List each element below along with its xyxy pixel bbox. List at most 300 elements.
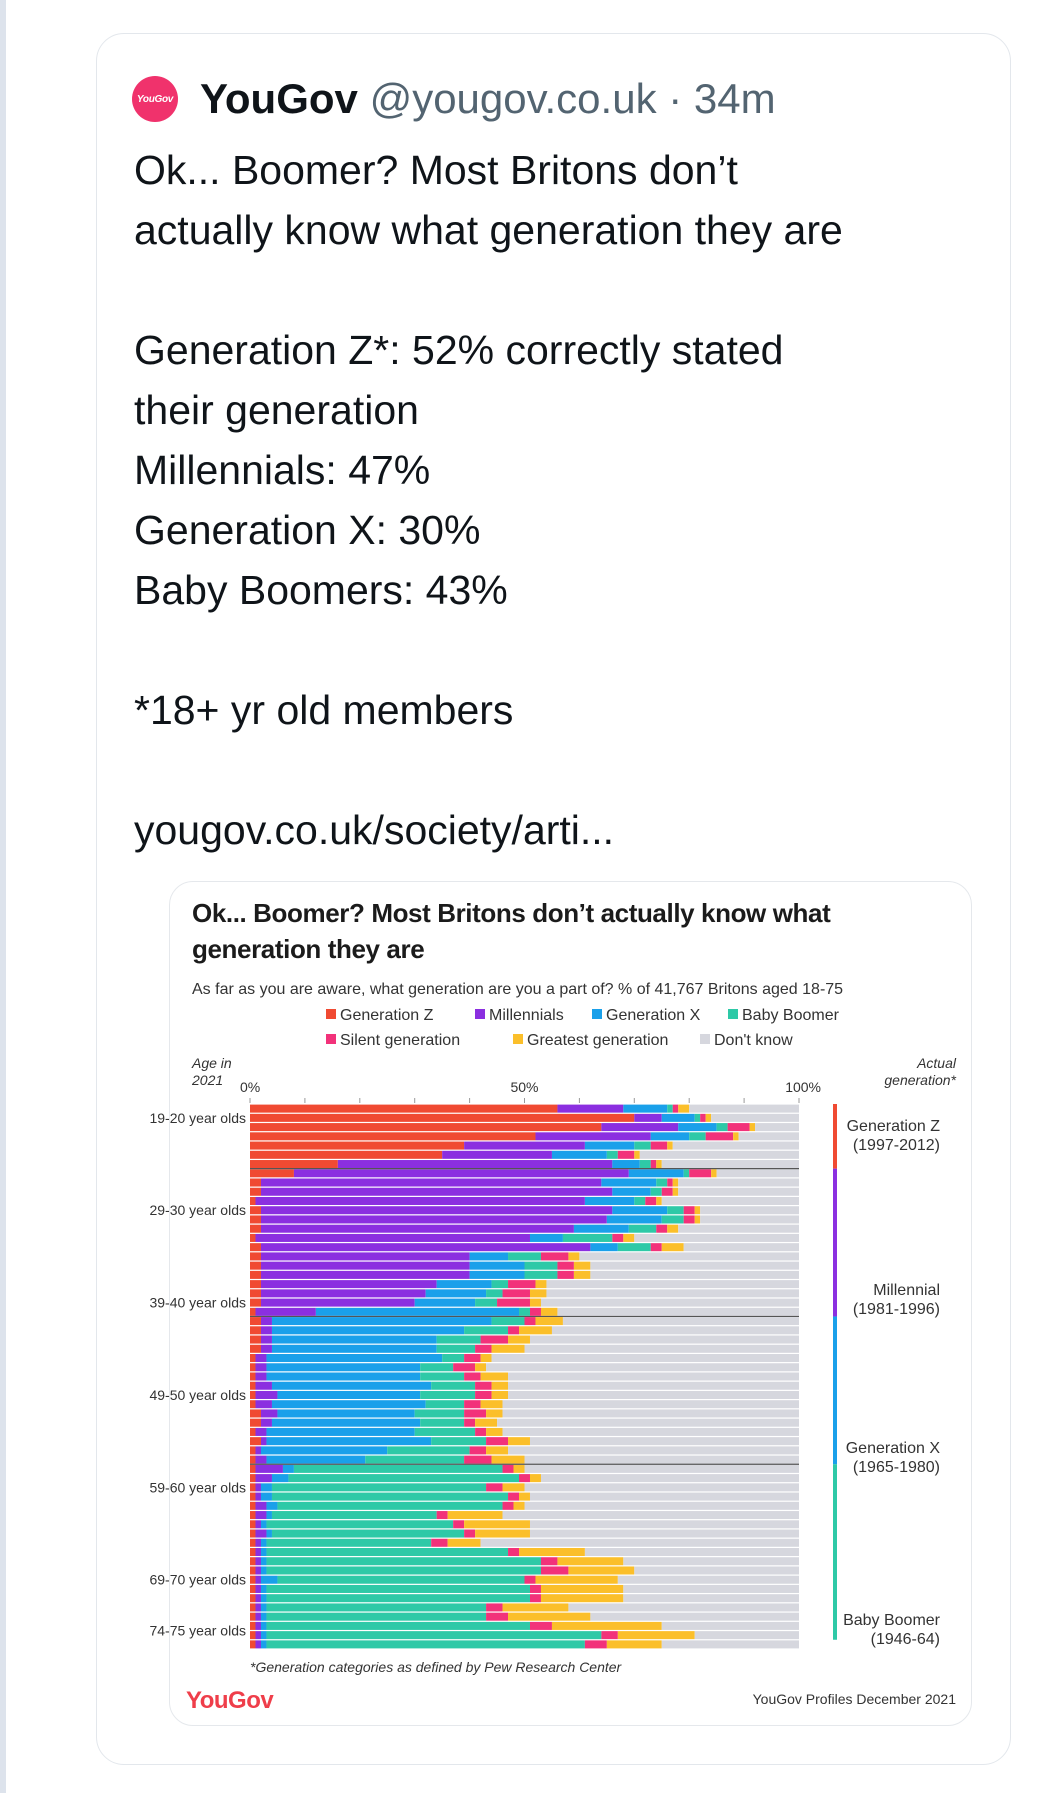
bar-segment	[706, 1114, 711, 1122]
bar-segment	[634, 1114, 661, 1122]
bar-segment	[508, 1382, 799, 1390]
bar-segment	[519, 1548, 585, 1556]
bar-segment	[552, 1326, 799, 1334]
bar-segment	[261, 1299, 415, 1307]
bar-segment	[750, 1123, 755, 1131]
bar-segment	[678, 1188, 799, 1196]
tweet-link[interactable]: yougov.co.uk/society/arti...	[134, 807, 615, 853]
bar-segment	[557, 1557, 623, 1565]
bar-segment	[579, 1252, 799, 1260]
bar-segment	[623, 1105, 667, 1113]
bar-segment	[541, 1474, 799, 1482]
generation-label: Generation Z	[846, 1118, 940, 1135]
bar-segment	[250, 1326, 261, 1334]
bar-segment	[464, 1400, 480, 1408]
bar-segment	[464, 1520, 530, 1528]
bar-segment	[623, 1557, 799, 1565]
bar-segment	[261, 1548, 266, 1556]
bar-segment	[453, 1363, 475, 1371]
bar-segment	[503, 1465, 514, 1473]
bar-segment	[519, 1326, 552, 1334]
bar-segment	[695, 1215, 700, 1223]
bar-segment	[261, 1419, 272, 1427]
bar-segment	[514, 1502, 525, 1510]
bar-segment	[272, 1530, 464, 1538]
x-tick-label: 0%	[240, 1079, 261, 1095]
bar-segment	[486, 1603, 502, 1611]
bar-segment	[711, 1114, 799, 1122]
bar-segment	[557, 1105, 623, 1113]
bar-segment	[557, 1271, 573, 1279]
row-label: 29-30 year olds	[149, 1202, 246, 1219]
bar-segment	[250, 1271, 261, 1279]
bar-segment	[514, 1465, 525, 1473]
bar-segment	[475, 1345, 491, 1353]
avatar[interactable]: YouGov	[132, 76, 178, 122]
bar-segment	[250, 1308, 255, 1316]
bar-segment	[250, 1391, 255, 1399]
bar-segment	[272, 1511, 437, 1519]
bar-segment	[541, 1594, 623, 1602]
bar-segment	[673, 1142, 799, 1150]
bar-segment	[261, 1446, 387, 1454]
legend-label: Baby Boomer	[742, 1007, 839, 1024]
bar-segment	[250, 1400, 255, 1408]
legend-swatch	[592, 1009, 602, 1019]
bar-segment	[607, 1640, 662, 1648]
bar-segment	[250, 1299, 261, 1307]
bar-segment	[250, 1456, 255, 1464]
bar-segment	[656, 1178, 667, 1186]
bar-segment	[706, 1132, 733, 1140]
bar-segment	[255, 1428, 266, 1436]
bar-segment	[261, 1566, 266, 1574]
bar-segment	[486, 1613, 508, 1621]
bar-segment	[448, 1539, 481, 1547]
bar-segment	[261, 1280, 437, 1288]
bar-segment	[261, 1336, 272, 1344]
bar-segment	[497, 1419, 799, 1427]
bar-segment	[250, 1336, 261, 1344]
row-label: 49-50 year olds	[149, 1386, 246, 1403]
bar-segment	[266, 1622, 530, 1630]
bar-segment	[250, 1289, 261, 1297]
bar-segment	[486, 1437, 508, 1445]
bar-segment	[272, 1474, 288, 1482]
generation-label: Baby Boomer	[843, 1612, 940, 1629]
bar-segment	[612, 1160, 639, 1168]
author-name[interactable]: YouGov	[200, 75, 358, 122]
bar-segment	[415, 1299, 475, 1307]
bar-segment	[739, 1132, 799, 1140]
bar-segment	[651, 1243, 662, 1251]
bar-segment	[475, 1530, 530, 1538]
bar-segment	[250, 1465, 255, 1473]
bar-segment	[568, 1252, 579, 1260]
bar-segment	[684, 1215, 695, 1223]
bar-segment	[508, 1493, 519, 1501]
bar-segment	[486, 1363, 799, 1371]
bar-segment	[667, 1206, 683, 1214]
bar-segment	[535, 1280, 546, 1288]
bar-segment	[437, 1280, 492, 1288]
bar-segment	[563, 1234, 612, 1242]
bar-segment	[634, 1566, 799, 1574]
bar-segment	[255, 1557, 260, 1565]
bar-segment	[266, 1354, 442, 1362]
bar-segment	[525, 1576, 536, 1584]
bar-segment	[684, 1243, 799, 1251]
bar-segment	[684, 1169, 689, 1177]
bar-segment	[261, 1262, 470, 1270]
bar-segment	[250, 1252, 261, 1260]
bar-segment	[261, 1603, 266, 1611]
row-label: 59-60 year olds	[149, 1479, 246, 1496]
legend-label: Silent generation	[340, 1032, 461, 1049]
bar-segment	[557, 1308, 799, 1316]
bar-segment	[250, 1280, 261, 1288]
bar-segment	[585, 1142, 634, 1150]
bar-segment	[255, 1548, 260, 1556]
bar-segment	[667, 1105, 672, 1113]
bar-segment	[266, 1511, 271, 1519]
bar-segment	[266, 1539, 431, 1547]
bar-segment	[255, 1603, 260, 1611]
bar-segment	[651, 1188, 662, 1196]
bar-segment	[618, 1151, 634, 1159]
bar-segment	[508, 1437, 530, 1445]
bar-segment	[673, 1178, 678, 1186]
bar-segment	[689, 1105, 799, 1113]
bar-segment	[612, 1234, 623, 1242]
x-tick-label: 50%	[510, 1079, 539, 1095]
bar-segment	[634, 1234, 799, 1242]
bar-segment	[250, 1631, 255, 1639]
bar-segment	[453, 1520, 464, 1528]
chart-footnote: *Generation categories as defined by Pew Research Center	[250, 1659, 622, 1675]
legend-swatch	[700, 1034, 710, 1044]
bar-segment	[656, 1197, 661, 1205]
bar-segment	[568, 1603, 799, 1611]
bar-segment	[294, 1465, 503, 1473]
bar-segment	[475, 1363, 486, 1371]
bar-segment	[574, 1271, 590, 1279]
bar-segment	[272, 1400, 426, 1408]
bar-segment	[733, 1132, 738, 1140]
bar-segment	[261, 1178, 601, 1186]
bar-segment	[250, 1142, 464, 1150]
bar-segment	[557, 1262, 573, 1270]
bar-segment	[530, 1474, 541, 1482]
bar-segment	[656, 1225, 667, 1233]
bar-segment	[266, 1520, 453, 1528]
bar-segment	[255, 1446, 260, 1454]
bar-segment	[250, 1502, 255, 1510]
tweet-text	[134, 140, 994, 860]
bar-segment	[266, 1548, 508, 1556]
bar-segment	[585, 1548, 799, 1556]
bar-segment	[266, 1456, 365, 1464]
bar-segment	[525, 1271, 558, 1279]
bar-segment	[261, 1317, 272, 1325]
bar-segment	[618, 1576, 799, 1584]
bar-segment	[678, 1123, 716, 1131]
legend-swatch	[728, 1009, 738, 1019]
bar-segment	[255, 1631, 260, 1639]
bar-segment	[250, 1215, 261, 1223]
bar-segment	[656, 1160, 661, 1168]
y-axis-title: 2021	[192, 1072, 224, 1088]
bar-segment	[464, 1530, 475, 1538]
bar-segment	[437, 1336, 481, 1344]
bar-segment	[250, 1345, 261, 1353]
bar-segment	[607, 1151, 618, 1159]
bar-segment	[503, 1428, 799, 1436]
bar-segment	[255, 1530, 266, 1538]
bar-segment	[261, 1271, 470, 1279]
bar-segment	[695, 1206, 700, 1214]
bar-segment	[250, 1169, 294, 1177]
author-separator: ·	[668, 75, 683, 122]
bar-segment	[250, 1594, 255, 1602]
bar-segment	[673, 1105, 678, 1113]
bar-segment	[420, 1363, 453, 1371]
tweet-text-gap	[134, 620, 994, 680]
bar-segment	[530, 1234, 563, 1242]
bar-segment	[700, 1114, 705, 1122]
legend-swatch	[513, 1034, 523, 1044]
bar-segment	[651, 1160, 656, 1168]
bar-segment	[250, 1576, 255, 1584]
bar-segment	[525, 1345, 800, 1353]
bar-segment	[448, 1511, 503, 1519]
generation-years-label: (1965-1980)	[852, 1459, 940, 1476]
bar-segment	[261, 1252, 470, 1260]
bar-segment	[255, 1576, 260, 1584]
bar-segment	[255, 1622, 260, 1630]
bar-segment	[250, 1603, 255, 1611]
row-label: 74-75 year olds	[149, 1622, 246, 1639]
bar-segment	[261, 1539, 266, 1547]
bar-segment	[283, 1465, 294, 1473]
bar-segment	[261, 1345, 272, 1353]
bar-segment	[568, 1566, 634, 1574]
chart-source: YouGov Profiles December 2021	[752, 1691, 956, 1707]
bar-segment	[255, 1382, 271, 1390]
bar-segment	[535, 1576, 617, 1584]
legend-swatch	[326, 1034, 336, 1044]
bar-segment	[481, 1400, 503, 1408]
bar-segment	[552, 1622, 662, 1630]
bar-segment	[684, 1206, 695, 1214]
bar-segment	[508, 1372, 799, 1380]
bar-segment	[261, 1493, 272, 1501]
bar-segment	[261, 1594, 266, 1602]
bar-segment	[541, 1299, 799, 1307]
bar-segment	[508, 1548, 519, 1556]
bar-segment	[250, 1419, 261, 1427]
bar-segment	[266, 1530, 271, 1538]
bar-segment	[590, 1613, 799, 1621]
bar-segment	[629, 1169, 684, 1177]
bar-segment	[623, 1234, 634, 1242]
bar-segment	[464, 1142, 585, 1150]
author-handle[interactable]: @yougov.co.uk	[369, 75, 657, 122]
bar-segment	[415, 1428, 475, 1436]
tweet-text-gap	[134, 740, 994, 800]
bar-segment	[266, 1585, 530, 1593]
bar-segment	[250, 1317, 261, 1325]
bar-segment	[250, 1409, 261, 1417]
bar-segment	[250, 1188, 261, 1196]
bar-segment	[464, 1419, 475, 1427]
bar-segment	[261, 1520, 266, 1528]
bar-segment	[662, 1640, 799, 1648]
bar-segment	[525, 1262, 558, 1270]
bar-segment	[272, 1317, 492, 1325]
bar-segment	[645, 1197, 656, 1205]
bar-segment	[464, 1456, 491, 1464]
bar-segment	[255, 1594, 260, 1602]
bar-segment	[266, 1363, 420, 1371]
tweet-image-chart[interactable]	[149, 881, 972, 1726]
bar-segment	[464, 1354, 480, 1362]
bar-segment	[503, 1400, 799, 1408]
bar-segment	[250, 1243, 261, 1251]
bar-segment	[618, 1243, 651, 1251]
bar-segment	[492, 1345, 525, 1353]
tweet-timestamp[interactable]: 34m	[693, 75, 776, 122]
bar-segment	[250, 1382, 255, 1390]
bar-segment	[492, 1391, 508, 1399]
bar-segment	[717, 1123, 728, 1131]
bar-segment	[261, 1206, 612, 1214]
legend-swatch	[326, 1009, 336, 1019]
bar-segment	[541, 1566, 568, 1574]
tweet-text-line: Generation Z*: 52% correctly stated	[134, 327, 784, 373]
bar-segment	[530, 1336, 799, 1344]
tweet-text-line: Generation X: 30%	[134, 507, 481, 553]
bar-segment	[519, 1493, 530, 1501]
bar-segment	[667, 1178, 672, 1186]
tweet-text-line: Millennials: 47%	[134, 447, 431, 493]
chart-title: Ok... Boomer? Most Britons don’t actually know what	[192, 898, 831, 928]
bar-segment	[250, 1548, 255, 1556]
bar-segment	[546, 1289, 799, 1297]
bar-segment	[519, 1308, 530, 1316]
bar-segment	[711, 1169, 716, 1177]
bar-segment	[667, 1142, 672, 1150]
bar-segment	[261, 1215, 607, 1223]
bar-segment	[250, 1613, 255, 1621]
bar-segment	[464, 1372, 480, 1380]
legend-label: Don't know	[714, 1032, 793, 1049]
bar-segment	[464, 1409, 486, 1417]
bar-segment	[618, 1631, 695, 1639]
bar-segment	[277, 1391, 420, 1399]
bar-segment	[475, 1391, 491, 1399]
bar-segment	[530, 1520, 799, 1528]
row-label: 39-40 year olds	[149, 1294, 246, 1311]
bar-segment	[634, 1197, 645, 1205]
bar-segment	[431, 1539, 447, 1547]
bar-segment	[503, 1502, 514, 1510]
bar-segment	[250, 1493, 255, 1501]
bar-segment	[525, 1317, 536, 1325]
bar-segment	[673, 1188, 678, 1196]
legend-label: Generation X	[606, 1007, 701, 1024]
tweet-text-line: their generation	[134, 387, 419, 433]
generation-years-label: (1946-64)	[870, 1631, 940, 1648]
timeline-rule	[0, 0, 6, 1793]
y-axis-title: Age in	[192, 1055, 232, 1071]
tweet-text-line: Baby Boomers: 43%	[134, 567, 508, 613]
bar-segment	[261, 1557, 266, 1565]
bar-segment	[426, 1289, 486, 1297]
bar-segment	[272, 1483, 486, 1491]
bar-segment	[261, 1576, 277, 1584]
tweet-text-gap	[134, 260, 994, 320]
bar-segment	[530, 1594, 541, 1602]
bar-segment	[508, 1252, 541, 1260]
bar-segment	[420, 1391, 475, 1399]
bar-segment	[338, 1160, 612, 1168]
bar-segment	[717, 1169, 799, 1177]
bar-segment	[250, 1197, 255, 1205]
bar-segment	[492, 1354, 799, 1362]
bar-segment	[475, 1299, 497, 1307]
bar-segment	[629, 1225, 656, 1233]
bar-segment	[255, 1640, 260, 1648]
bar-segment	[255, 1613, 260, 1621]
row-label: 69-70 year olds	[149, 1571, 246, 1588]
bar-segment	[662, 1160, 799, 1168]
generation-years-label: (1981-1996)	[852, 1301, 940, 1318]
bar-segment	[481, 1372, 508, 1380]
bar-segment	[492, 1317, 525, 1325]
bar-segment	[277, 1576, 524, 1584]
bar-segment	[250, 1520, 255, 1528]
bar-segment	[486, 1289, 502, 1297]
bar-segment	[250, 1539, 255, 1547]
bar-segment	[678, 1178, 799, 1186]
bar-segment	[261, 1188, 612, 1196]
bar-segment	[288, 1474, 519, 1482]
bar-segment	[266, 1502, 277, 1510]
bar-segment	[426, 1400, 464, 1408]
bar-segment	[464, 1326, 508, 1334]
bar-segment	[503, 1289, 530, 1297]
bar-segment	[634, 1151, 639, 1159]
tweet-text-line: Ok... Boomer? Most Britons don’t	[134, 147, 738, 193]
bar-segment	[525, 1502, 800, 1510]
bar-segment	[470, 1252, 508, 1260]
bar-segment	[640, 1160, 651, 1168]
generation-range-bar	[833, 1104, 837, 1169]
bar-segment	[535, 1317, 562, 1325]
chart-brand-logo: YouGov	[186, 1687, 274, 1714]
bar-segment	[261, 1483, 272, 1491]
generation-range-bar	[833, 1169, 837, 1317]
bar-segment	[266, 1594, 530, 1602]
bar-segment	[525, 1465, 800, 1473]
bar-segment	[277, 1502, 502, 1510]
bar-segment	[272, 1419, 420, 1427]
bar-segment	[255, 1483, 260, 1491]
bar-segment	[481, 1539, 799, 1547]
bar-segment	[255, 1539, 260, 1547]
bar-segment	[442, 1354, 464, 1362]
